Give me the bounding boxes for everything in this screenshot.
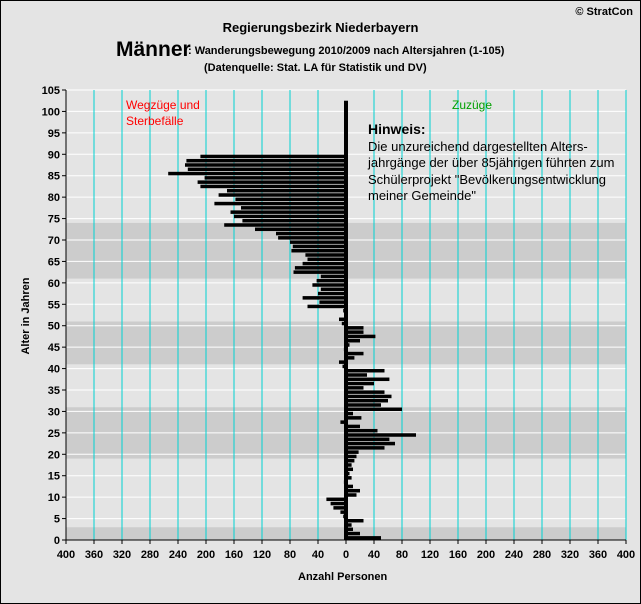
bar	[186, 159, 346, 163]
bar	[319, 300, 346, 304]
chart-title: Regierungsbezirk Niederbayern	[222, 20, 419, 35]
y-tick-label: 105	[41, 85, 60, 97]
subtitle-detail: : Wanderungsbewegung 2010/2009 nach Altersjahren (1-105)	[188, 45, 505, 57]
x-tick-label: 360	[588, 549, 608, 561]
bar	[346, 416, 361, 420]
bar	[231, 210, 347, 214]
bar	[346, 403, 381, 407]
bar	[278, 236, 346, 240]
bar	[346, 433, 416, 437]
bar	[312, 283, 346, 287]
y-tick-label: 65	[47, 256, 60, 269]
y-tick-label: 10	[47, 492, 60, 505]
x-tick-label: 240	[504, 549, 524, 561]
y-tick-label: 95	[47, 127, 60, 140]
y-tick-label: 25	[47, 427, 60, 440]
zero-axis-bar	[344, 101, 348, 540]
y-tick-label: 20	[47, 449, 60, 462]
bar	[188, 168, 346, 172]
bar	[346, 339, 360, 343]
bar	[346, 386, 364, 390]
x-tick-label: 160	[224, 549, 244, 561]
y-tick-label: 70	[47, 235, 60, 247]
y-axis-label: Alter in Jahren	[20, 277, 32, 355]
bar	[293, 245, 346, 249]
x-tick-label: 280	[532, 549, 552, 561]
bar	[346, 352, 364, 356]
x-axis-label: Anzahl Personen	[298, 571, 388, 583]
x-tick-label: 80	[283, 549, 297, 561]
x-tick-label: 200	[196, 549, 216, 561]
bar	[346, 373, 367, 377]
x-tick-label: 320	[112, 549, 132, 561]
bar	[205, 176, 346, 180]
bar	[276, 232, 346, 236]
x-tick-label: 320	[560, 549, 580, 561]
x-tick-label: 80	[395, 549, 409, 561]
bar	[294, 270, 347, 274]
data-source: (Datenquelle: Stat. LA für Statistik und DV)	[204, 62, 427, 74]
bar	[235, 198, 346, 202]
bar	[346, 330, 364, 334]
note-line-2: jahrgänge der über 85jährigen führten zum	[368, 155, 615, 170]
bar	[303, 262, 346, 266]
note-line-4: meiner Gemeinde"	[368, 188, 476, 203]
bar	[346, 378, 389, 382]
y-tick-label: 0	[53, 535, 60, 547]
bar	[200, 155, 346, 159]
bar	[346, 438, 389, 442]
bar	[214, 202, 346, 206]
bar	[317, 279, 346, 283]
bar	[346, 369, 385, 373]
x-tick-label: 0	[342, 549, 350, 561]
x-tick-label: 200	[476, 549, 496, 561]
y-tick-label: 30	[47, 406, 60, 419]
bar	[346, 335, 375, 339]
label-zuzuege: Zuzüge	[452, 98, 493, 112]
subtitle-main: Männer	[116, 38, 191, 61]
x-tick-label: 280	[140, 549, 160, 561]
bar	[346, 429, 378, 433]
label-wegzuege-line2: Sterbefälle	[126, 114, 184, 128]
bar	[234, 215, 346, 219]
bar	[291, 249, 346, 253]
bar	[168, 172, 346, 176]
y-tick-label: 5	[53, 513, 60, 526]
copyright-label: © StratCon	[575, 6, 633, 18]
bar	[346, 408, 402, 412]
note-line-1: Die unzureichend dargestellten Alters-	[368, 139, 588, 154]
bar	[346, 536, 381, 540]
y-tick-label: 55	[47, 299, 60, 312]
x-tick-label: 400	[616, 549, 636, 561]
bar	[241, 206, 346, 210]
bar	[242, 219, 346, 223]
y-tick-label: 45	[47, 342, 60, 355]
bar	[346, 442, 395, 446]
y-tick-label: 15	[47, 470, 60, 483]
bar	[305, 253, 346, 257]
x-tick-label: 360	[84, 549, 104, 561]
bar	[303, 296, 346, 300]
bar	[224, 223, 346, 227]
x-tick-label: 40	[367, 549, 381, 561]
x-tick-label: 120	[420, 549, 440, 561]
y-tick-label: 100	[41, 106, 60, 119]
bar	[219, 193, 346, 197]
bar	[321, 275, 346, 279]
y-tick-label: 60	[47, 277, 60, 290]
note-title: Hinweis:	[368, 121, 426, 137]
bar	[346, 399, 388, 403]
bar	[346, 425, 360, 429]
bar	[227, 189, 346, 193]
bar	[200, 185, 346, 189]
bar	[346, 390, 385, 394]
x-tick-label: 240	[168, 549, 188, 561]
y-tick-label: 50	[47, 320, 60, 333]
bar	[346, 395, 392, 399]
x-tick-label: 160	[448, 549, 468, 561]
x-tick-label: 400	[56, 549, 76, 561]
bar	[198, 180, 346, 184]
y-tick-label: 40	[47, 363, 60, 376]
bar	[326, 498, 346, 502]
x-tick-label: 120	[252, 549, 272, 561]
y-tick-label: 75	[47, 213, 60, 226]
x-tick-label: 40	[311, 549, 325, 561]
bar	[308, 258, 347, 262]
bar	[346, 326, 364, 330]
bar	[290, 240, 346, 244]
bar	[295, 266, 346, 270]
bar	[255, 228, 346, 232]
bar	[308, 305, 347, 309]
y-tick-label: 90	[47, 149, 60, 162]
label-wegzuege-line1: Wegzüge und	[126, 98, 200, 112]
bar	[185, 163, 346, 167]
bar	[331, 502, 346, 506]
bar	[346, 489, 360, 493]
bar	[346, 382, 374, 386]
y-tick-label: 35	[47, 385, 60, 397]
bar	[346, 532, 360, 536]
bar	[318, 292, 346, 296]
y-tick-label: 85	[47, 170, 60, 183]
bar	[346, 519, 364, 523]
bar	[321, 288, 346, 292]
bar	[346, 446, 385, 450]
y-tick-label: 80	[47, 192, 60, 205]
note-line-3: Schülerprojekt "Bevölkerungsentwicklung	[368, 172, 607, 187]
